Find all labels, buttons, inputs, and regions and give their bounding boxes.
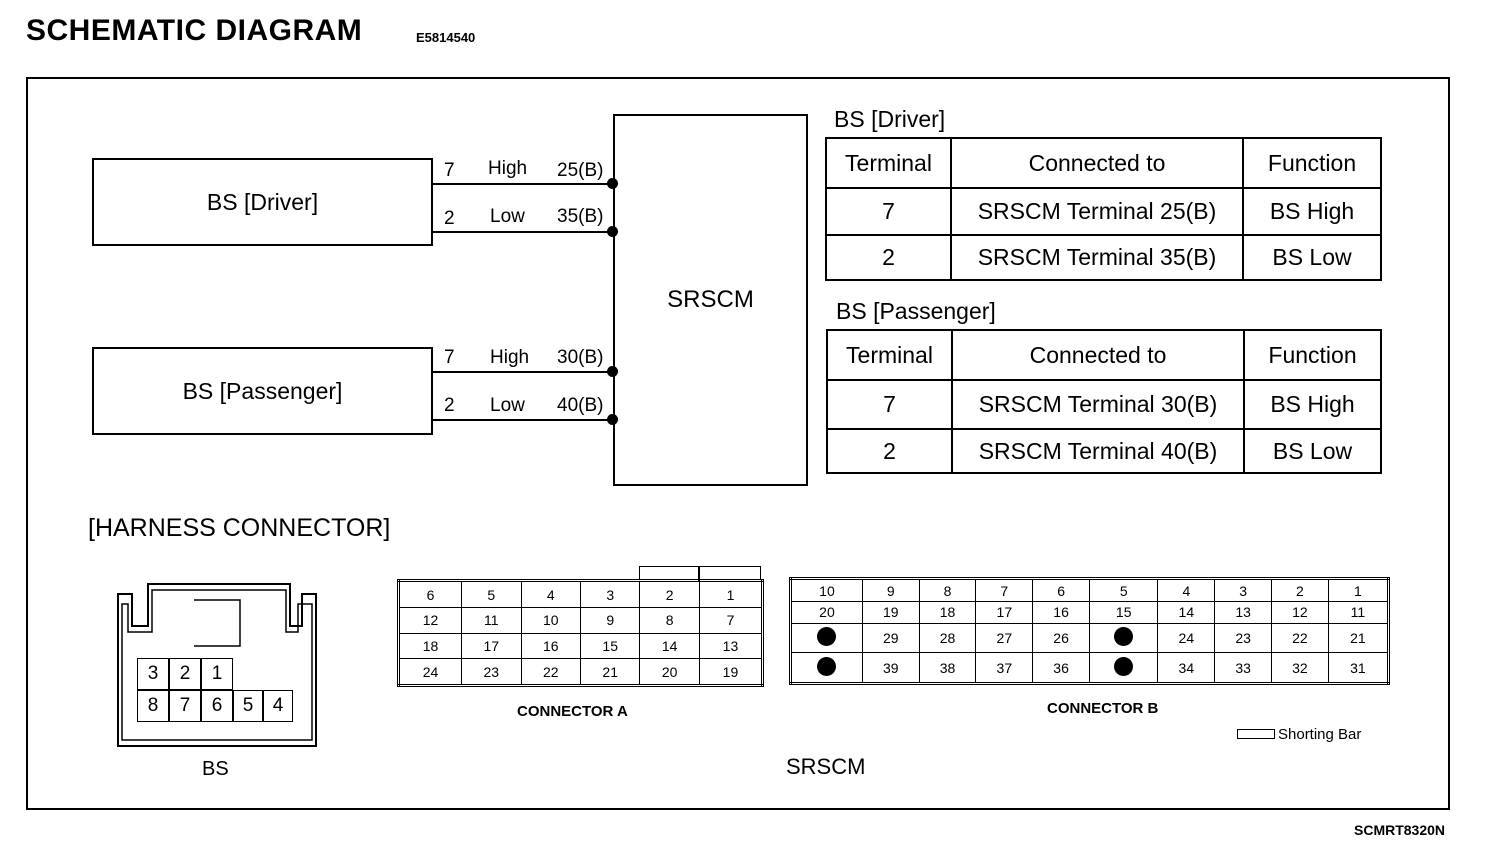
table-header: Terminal xyxy=(827,330,952,380)
pin-cell: 16 xyxy=(521,633,580,659)
bs-driver-label: BS [Driver] xyxy=(206,188,319,215)
wire-signal: Low xyxy=(490,206,525,227)
connector-a-latch xyxy=(639,566,761,580)
wire-signal: High xyxy=(490,347,530,368)
unused-pin-dot xyxy=(817,657,836,676)
connector-row xyxy=(791,653,1389,684)
pin-cell: 20 xyxy=(791,602,863,624)
pin-cell: 15 xyxy=(1089,602,1157,624)
pin-cell: 4 xyxy=(521,581,580,608)
pin-cell: 14 xyxy=(1158,602,1215,624)
pin-cell: 11 xyxy=(1328,602,1388,624)
pin-cell: 19 xyxy=(862,602,919,624)
pin-cell: 2 xyxy=(640,581,699,608)
wire-signal: Low xyxy=(490,395,525,416)
pin-cell: 6 xyxy=(399,581,462,608)
junction-dot xyxy=(607,226,618,237)
pin-cell: 8 xyxy=(640,608,699,634)
pin-cell: 6 xyxy=(1033,579,1090,602)
wire-pin: 7 xyxy=(444,347,455,368)
bs-pin: 4 xyxy=(263,690,293,722)
driver-table-title: BS [Driver] xyxy=(834,106,946,132)
pin-cell: 1 xyxy=(1328,579,1388,602)
table-cell: 7 xyxy=(827,380,952,429)
wire-terminal: 30(B) xyxy=(557,347,604,368)
pin-cell: 23 xyxy=(462,659,521,686)
pin-cell: 33 xyxy=(1215,653,1272,684)
pin-cell: 5 xyxy=(462,581,521,608)
table-header: Function xyxy=(1243,138,1381,188)
pin-cell: 22 xyxy=(1271,623,1328,652)
pin-cell: 24 xyxy=(1158,623,1215,652)
bs-pin: 8 xyxy=(137,690,169,722)
bs-pin: 1 xyxy=(201,658,233,690)
pin-cell: 18 xyxy=(399,633,462,659)
shorting-bar-label: Shorting Bar xyxy=(1278,726,1362,743)
pin-cell: 11 xyxy=(462,608,521,634)
pin-cell: 1 xyxy=(699,581,762,608)
table-header: Function xyxy=(1244,330,1381,380)
bs-passenger-label: BS [Passenger] xyxy=(182,377,343,404)
pin-cell: 26 xyxy=(1033,623,1090,652)
bs-pin: 5 xyxy=(233,690,263,722)
table-header: Terminal xyxy=(826,138,951,188)
pin-cell: 18 xyxy=(919,602,976,624)
pin-cell: 10 xyxy=(521,608,580,634)
connector-row xyxy=(399,608,763,634)
pin-cell: 17 xyxy=(462,633,521,659)
pin-cell: 9 xyxy=(580,608,639,634)
wire-driver-high xyxy=(433,183,613,185)
pin-cell: 36 xyxy=(1033,653,1090,684)
srscm-module-box xyxy=(613,114,808,486)
pin-cell: 10 xyxy=(791,579,863,602)
connector-a-grid xyxy=(397,579,764,687)
pin-cell: 37 xyxy=(976,653,1033,684)
unused-pin-dot xyxy=(817,627,836,646)
pin-cell: 29 xyxy=(862,623,919,652)
bs-driver-box xyxy=(92,158,433,246)
table-cell: SRSCM Terminal 25(B) xyxy=(951,188,1243,235)
pin-cell: 20 xyxy=(640,659,699,686)
table-cell: 2 xyxy=(826,235,951,280)
bs-pin: 3 xyxy=(137,658,169,690)
wire-pin: 2 xyxy=(444,208,455,229)
table-cell: BS Low xyxy=(1243,235,1381,280)
pin-cell: 14 xyxy=(640,633,699,659)
shorting-bar-symbol xyxy=(1237,729,1275,739)
pin-cell: 3 xyxy=(1215,579,1272,602)
pin-cell: 34 xyxy=(1158,653,1215,684)
passenger-table-title: BS [Passenger] xyxy=(836,298,996,324)
wire-pin: 2 xyxy=(444,395,455,416)
pin-cell: 32 xyxy=(1271,653,1328,684)
pin-cell: 21 xyxy=(1328,623,1388,652)
pin-cell: 2 xyxy=(1271,579,1328,602)
wire-passenger-high xyxy=(433,371,613,373)
pin-cell: 19 xyxy=(699,659,762,686)
table-cell: 7 xyxy=(826,188,951,235)
pin-cell: 38 xyxy=(919,653,976,684)
bs-pin: 2 xyxy=(169,658,201,690)
srscm-connector-label: SRSCM xyxy=(786,754,866,779)
pin-cell: 3 xyxy=(580,581,639,608)
pin-cell: 8 xyxy=(919,579,976,602)
connector-row xyxy=(791,623,1389,652)
wire-passenger-low xyxy=(433,419,613,421)
wire-terminal: 35(B) xyxy=(557,206,604,227)
junction-dot xyxy=(607,178,618,189)
connector-a-label: CONNECTOR A xyxy=(517,703,628,720)
pin-cell: 4 xyxy=(1158,579,1215,602)
table-cell: SRSCM Terminal 30(B) xyxy=(952,380,1244,429)
wire-signal: High xyxy=(488,158,528,179)
connector-row xyxy=(399,659,763,686)
document-code: E5814540 xyxy=(416,30,476,45)
pin-cell: 39 xyxy=(862,653,919,684)
pin-cell: 9 xyxy=(862,579,919,602)
unused-pin-dot xyxy=(1114,657,1133,676)
table-header: Connected to xyxy=(951,138,1243,188)
empty-pin-cell xyxy=(1089,653,1157,684)
pin-cell: 27 xyxy=(976,623,1033,652)
bs-connector-label: BS xyxy=(202,758,229,780)
table-cell: BS High xyxy=(1244,380,1381,429)
pin-cell: 12 xyxy=(399,608,462,634)
driver-terminal-table xyxy=(825,137,1382,281)
pin-cell: 7 xyxy=(976,579,1033,602)
pin-cell: 7 xyxy=(699,608,762,634)
pin-cell: 13 xyxy=(1215,602,1272,624)
connector-row xyxy=(791,579,1389,602)
pin-cell: 16 xyxy=(1033,602,1090,624)
pin-cell: 13 xyxy=(699,633,762,659)
harness-connector-title: [HARNESS CONNECTOR] xyxy=(88,514,391,542)
bs-pin: 6 xyxy=(201,690,233,722)
connector-b-grid xyxy=(789,577,1390,685)
pin-cell: 24 xyxy=(399,659,462,686)
wire-terminal: 25(B) xyxy=(557,160,604,181)
table-cell: BS High xyxy=(1243,188,1381,235)
table-cell: 2 xyxy=(827,429,952,473)
wire-driver-low xyxy=(433,231,613,233)
empty-pin-cell xyxy=(791,653,863,684)
pin-cell: 21 xyxy=(580,659,639,686)
table-cell: SRSCM Terminal 40(B) xyxy=(952,429,1244,473)
passenger-terminal-table xyxy=(826,329,1382,474)
bs-pin: 7 xyxy=(169,690,201,722)
table-header: Connected to xyxy=(952,330,1244,380)
pin-cell: 23 xyxy=(1215,623,1272,652)
junction-dot xyxy=(607,414,618,425)
table-cell: BS Low xyxy=(1244,429,1381,473)
pin-cell: 28 xyxy=(919,623,976,652)
figure-reference: SCMRT8320N xyxy=(1354,822,1446,838)
empty-pin-cell xyxy=(791,623,863,652)
connector-b-label: CONNECTOR B xyxy=(1047,700,1159,717)
wire-pin: 7 xyxy=(444,160,455,181)
connector-row xyxy=(399,633,763,659)
wire-terminal: 40(B) xyxy=(557,395,604,416)
srscm-module-label: SRSCM xyxy=(667,286,754,313)
pin-cell: 22 xyxy=(521,659,580,686)
page-title: SCHEMATIC DIAGRAM xyxy=(26,14,363,47)
pin-cell: 5 xyxy=(1089,579,1157,602)
empty-pin-cell xyxy=(1089,623,1157,652)
bs-passenger-box xyxy=(92,347,433,435)
table-cell: SRSCM Terminal 35(B) xyxy=(951,235,1243,280)
connector-row xyxy=(791,602,1389,624)
connector-row xyxy=(399,581,763,608)
pin-cell: 17 xyxy=(976,602,1033,624)
pin-cell: 31 xyxy=(1328,653,1388,684)
junction-dot xyxy=(607,366,618,377)
pin-cell: 15 xyxy=(580,633,639,659)
pin-cell: 12 xyxy=(1271,602,1328,624)
unused-pin-dot xyxy=(1114,627,1133,646)
